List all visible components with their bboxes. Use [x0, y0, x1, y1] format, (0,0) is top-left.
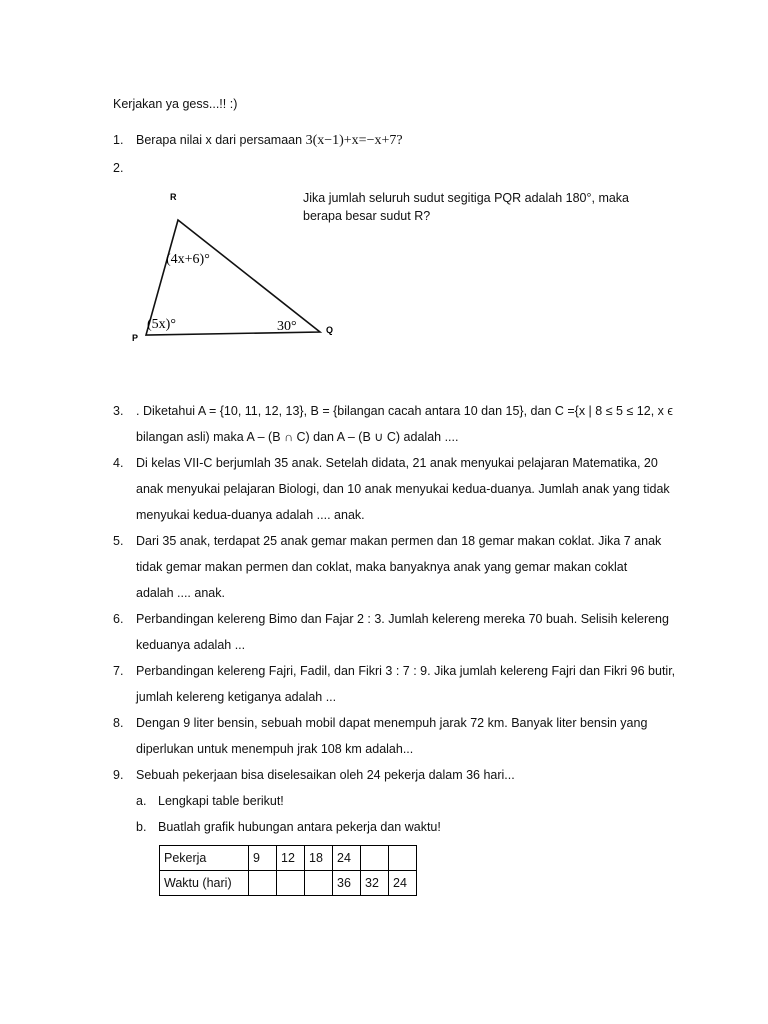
label-q: Q	[326, 325, 334, 335]
q6-line1: Perbandingan kelereng Bimo dan Fajar 2 : 3. Jumlah kelereng mereka 70 buah. Selisih kelereng	[136, 612, 669, 626]
table-cell: 12	[277, 846, 305, 871]
table-cell	[389, 846, 417, 871]
q9-b-text: Buatlah grafik hubungan antara pekerja dan waktu!	[158, 820, 441, 834]
q7-line1: Perbandingan kelereng Fajri, Fadil, dan Fikri 3 : 7 : 9. Jika jumlah kelereng Fajri dan Fikri 96 butir,	[136, 664, 676, 678]
q4-line2: anak menyukai pelajaran Biologi, dan 10 anak menyukai kedua-duanya. Jumlah anak yang tidak	[136, 482, 670, 496]
table-cell	[249, 871, 277, 896]
q7-line2: jumlah kelereng ketiganya adalah ...	[136, 690, 337, 704]
table-cell: 9	[249, 846, 277, 871]
table-cell	[305, 871, 333, 896]
q8-line2: diperlukan untuk menempuh jrak 108 km adalah...	[136, 742, 414, 756]
label-r: R	[170, 192, 177, 202]
table-cell	[361, 846, 389, 871]
q3-line2: bilangan asli) maka A – (B ∩ C) dan A – (B ∪ C) adalah ....	[136, 430, 459, 444]
table-row-pekerja	[160, 846, 417, 871]
q4-line3: menyukai kedua-duanya adalah .... anak.	[136, 508, 365, 522]
angle-p: (5x)°	[147, 317, 176, 332]
q5-line2: tidak gemar makan permen dan coklat, maka banyaknya anak yang gemar makan coklat	[136, 560, 628, 574]
q6-number: 6.	[113, 612, 124, 626]
q3-number: 3.	[113, 404, 124, 418]
q9-b-label: b.	[136, 820, 147, 834]
q8-number: 8.	[113, 716, 124, 730]
q4-line1: Di kelas VII-C berjumlah 35 anak. Setelah didata, 21 anak menyukai pelajaran Matematika, 20	[136, 456, 658, 470]
q9-number: 9.	[113, 768, 124, 782]
table-cell: 24	[389, 871, 417, 896]
table-cell: 36	[333, 871, 361, 896]
q1-question: Berapa nilai x dari persamaan	[136, 133, 303, 147]
q9-a-text: Lengkapi table berikut!	[158, 794, 284, 808]
q5-line1: Dari 35 anak, terdapat 25 anak gemar makan permen dan 18 gemar makan coklat. Jika 7 anak	[136, 534, 662, 548]
table-cell: Waktu (hari)	[160, 871, 249, 896]
q1-equation: 3(x−1)+x=−x+7?	[305, 133, 403, 148]
intro-text: Kerjakan ya gess...!! :)	[113, 97, 238, 111]
q1-text	[136, 132, 403, 149]
q9-a-label: a.	[136, 794, 147, 808]
table-cell	[277, 871, 305, 896]
q9-line1: Sebuah pekerjaan bisa diselesaikan oleh 24 pekerja dalam 36 hari...	[136, 768, 515, 782]
q4-number: 4.	[113, 456, 124, 470]
q8-line1: Dengan 9 liter bensin, sebuah mobil dapat menempuh jarak 72 km. Banyak liter bensin yang	[136, 716, 648, 730]
table-cell: Pekerja	[160, 846, 249, 871]
q7-number: 7.	[113, 664, 124, 678]
angle-q: 30°	[277, 319, 297, 334]
q2-question-line1: Jika jumlah seluruh sudut segitiga PQR adalah 180°, maka	[303, 191, 630, 205]
q2-question-line2: berapa besar sudut R?	[303, 209, 431, 223]
q5-line3: adalah .... anak.	[136, 586, 225, 600]
angle-r: (4x+6)°	[166, 252, 210, 267]
q6-line2: keduanya adalah ...	[136, 638, 246, 652]
workers-time-table	[159, 845, 417, 896]
q2-number: 2.	[113, 161, 124, 175]
q3-line1: . Diketahui A = {10, 11, 12, 13}, B = {bilangan cacah antara 10 dan 15}, dan C ={x | 8 ≤ 5 ≤ 12, x ϵ	[136, 404, 673, 418]
label-p: P	[132, 333, 139, 343]
q1-number: 1.	[113, 133, 124, 147]
table-row-waktu	[160, 871, 417, 896]
table-cell: 32	[361, 871, 389, 896]
q5-number: 5.	[113, 534, 124, 548]
table-cell: 18	[305, 846, 333, 871]
table-cell: 24	[333, 846, 361, 871]
